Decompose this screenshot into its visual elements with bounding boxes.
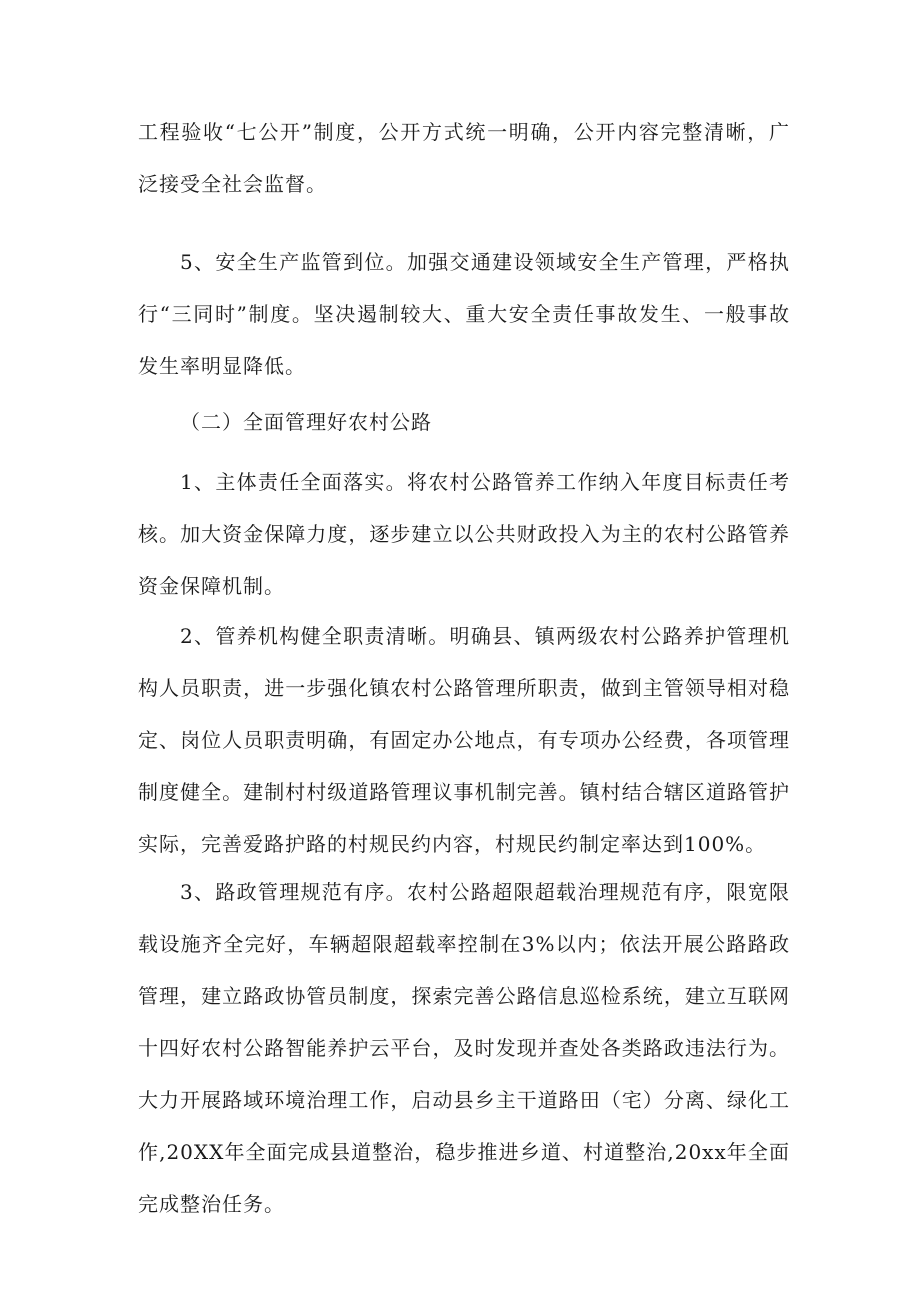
paragraph-road-administration: 3、路政管理规范有序。农村公路超限超载治理规范有序，限宽限载设施齐全完好，车辆超限超载率控制在3%以内；依法开展公路路政管理，建立路政协管员制度，探索完善公路信息巡检系统，建立互联网十四好农村公路智能养护云平台，及时发现并查处各类路政违法行为。大力开展路域环境治理工作，启动县乡主干道路田（宅）分离、绿化工作,20XX年全面完成县道整治，稳步推进乡道、村道整治,20xx年全面完成整治任务。 (138, 880, 790, 1216)
paragraph-responsibility: 1、主体责任全面落实。将农村公路管养工作纳入年度目标责任考核。加大资金保障力度，逐步建立以公共财政投入为主的农村公路管养资金保障机制。 (138, 470, 790, 598)
paragraph-maintenance-agencies: 2、管养机构健全职责清晰。明确县、镇两级农村公路养护管理机构人员职责，进一步强化镇农村公路管理所职责，做到主管领导相对稳定、岗位人员职责明确，有固定办公地点，有专项办公经费，各项管理制度健全。建制村村级道路管理议事机制完善。镇村结合辖区道路管护实际，完善爱路护路的村规民约内容，村规民约制定率达到100%。 (138, 624, 790, 856)
paragraph-safety-supervision: 5、安全生产监管到位。加强交通建设领域安全生产管理，严格执行“三同时”制度。坚决遏制较大、重大安全责任事故发生、一般事故发生率明显降低。 (138, 250, 790, 378)
section-heading-rural-roads: （二）全面管理好农村公路 (180, 410, 432, 434)
paragraph-acceptance-disclosure: 工程验收“七公开”制度，公开方式统一明确，公开内容完整清晰，广泛接受全社会监督。 (138, 120, 790, 196)
